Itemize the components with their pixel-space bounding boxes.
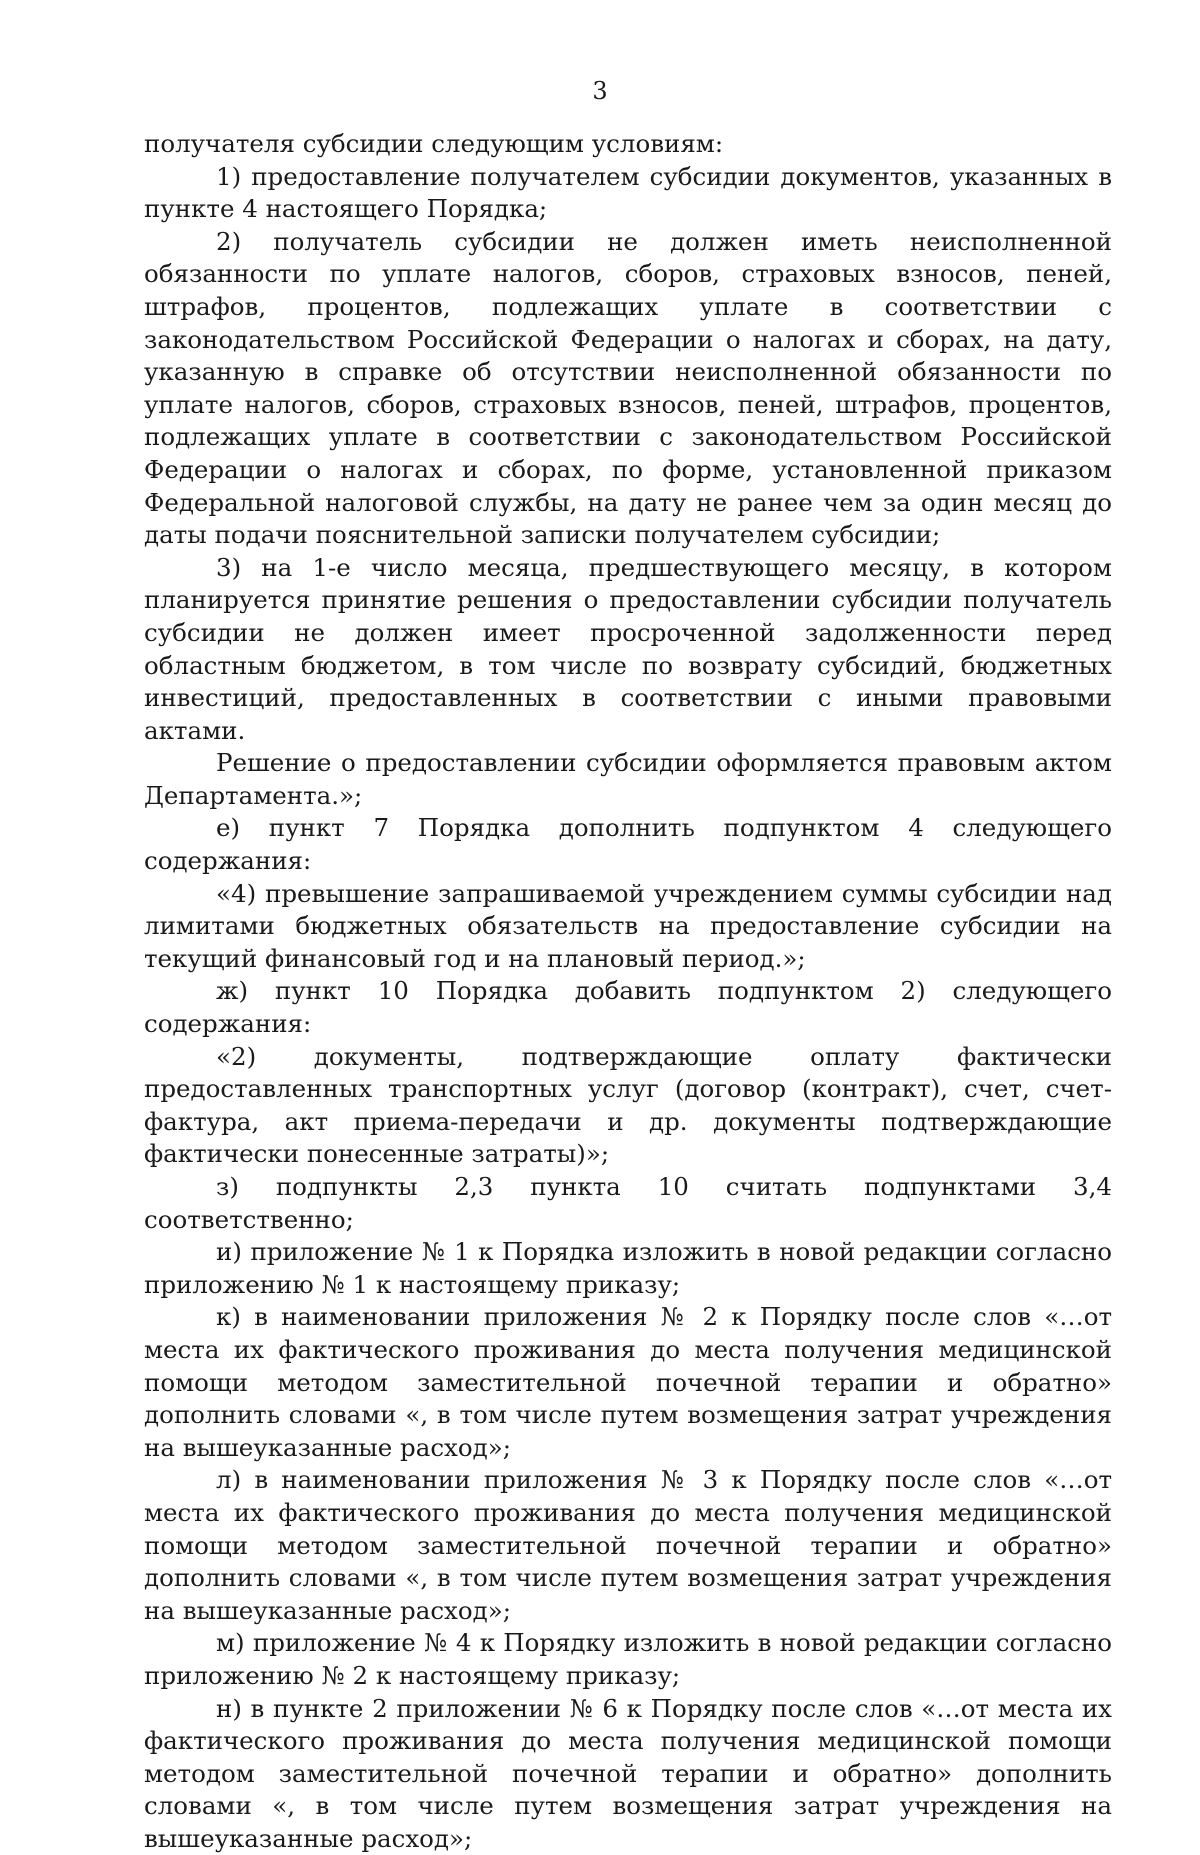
paragraph-item-k: к) в наименовании приложения № 2 к Порядку после слов «…от места их фактического проживания до места получения медицинской помощи методом заместительной почечной терапии и обратно» дополнить словами «, в том числе путем возмещения затрат учреждения на вышеуказанные расход»; [144, 1301, 1112, 1464]
paragraph-item-e: е) пункт 7 Порядка дополнить подпунктом 4 следующего содержания: [144, 812, 1112, 877]
paragraph-item-zh-text: «2) документы, подтверждающие оплату фактически предоставленных транспортных услуг (договор (контракт), счет, счет-фактура, акт приема-передачи и др. документы подтверждающие фактически понесенные затраты)»; [144, 1041, 1112, 1171]
paragraph-condition-1: 1) предоставление получателем субсидии документов, указанных в пункте 4 настоящего Порядка; [144, 161, 1112, 226]
paragraph-item-zh: ж) пункт 10 Порядка добавить подпунктом 2) следующего содержания: [144, 975, 1112, 1040]
paragraph-item-z: з) подпункты 2,3 пункта 10 считать подпунктами 3,4 соответственно; [144, 1171, 1112, 1236]
paragraph-item-l: л) в наименовании приложения № 3 к Порядку после слов «…от места их фактического проживания до места получения медицинской помощи методом заместительной почечной терапии и обратно» дополнить словами «, в том числе путем возмещения затрат учреждения на вышеуказанные расход»; [144, 1464, 1112, 1627]
paragraph-conditions-intro: получателя субсидии следующим условиям: [144, 128, 1112, 161]
paragraph-decision: Решение о предоставлении субсидии оформляется правовым актом Департамента.»; [144, 747, 1112, 812]
paragraph-item-m: м) приложение № 4 к Порядку изложить в новой редакции согласно приложению № 2 к настоящему приказу; [144, 1627, 1112, 1692]
paragraph-item-i: и) приложение № 1 к Порядка изложить в новой редакции согласно приложению № 1 к настоящему приказу; [144, 1236, 1112, 1301]
paragraph-item-n: н) в пункте 2 приложении № 6 к Порядку после слов «…от места их фактического проживания до места получения медицинской помощи методом заместительной почечной терапии и обратно» дополнить словами «, в том числе путем возмещения затрат учреждения на вышеуказанные расход»; [144, 1693, 1112, 1855]
paragraph-condition-2: 2) получатель субсидии не должен иметь неисполненной обязанности по уплате налогов, сборов, страховых взносов, пеней, штрафов, процентов, подлежащих уплате в соответствии с законодательством Российской Федерации о налогах и сборах, на дату, указанную в справке об отсутствии неисполненной обязанности по уплате налогов, сборов, страховых взносов, пеней, штрафов, процентов, подлежащих уплате в соответствии с законодательством Российской Федерации о налогах и сборах, по форме, установленной приказом Федеральной налоговой службы, на дату не ранее чем за один месяц до даты подачи пояснительной записки получателем субсидии; [144, 226, 1112, 552]
document-body [144, 128, 1112, 1855]
paragraph-item-e-text: «4) превышение запрашиваемой учреждением суммы субсидии над лимитами бюджетных обязательств на предоставление субсидии на текущий финансовый год и на плановый период.»; [144, 878, 1112, 976]
page-number: 3 [0, 76, 1200, 106]
paragraph-condition-3: 3) на 1-е число месяца, предшествующего месяцу, в котором планируется принятие решения о предоставлении субсидии получатель субсидии не должен имеет просроченной задолженности перед областным бюджетом, в том числе по возврату субсидий, бюджетных инвестиций, предоставленных в соответствии с иными правовыми актами. [144, 552, 1112, 748]
